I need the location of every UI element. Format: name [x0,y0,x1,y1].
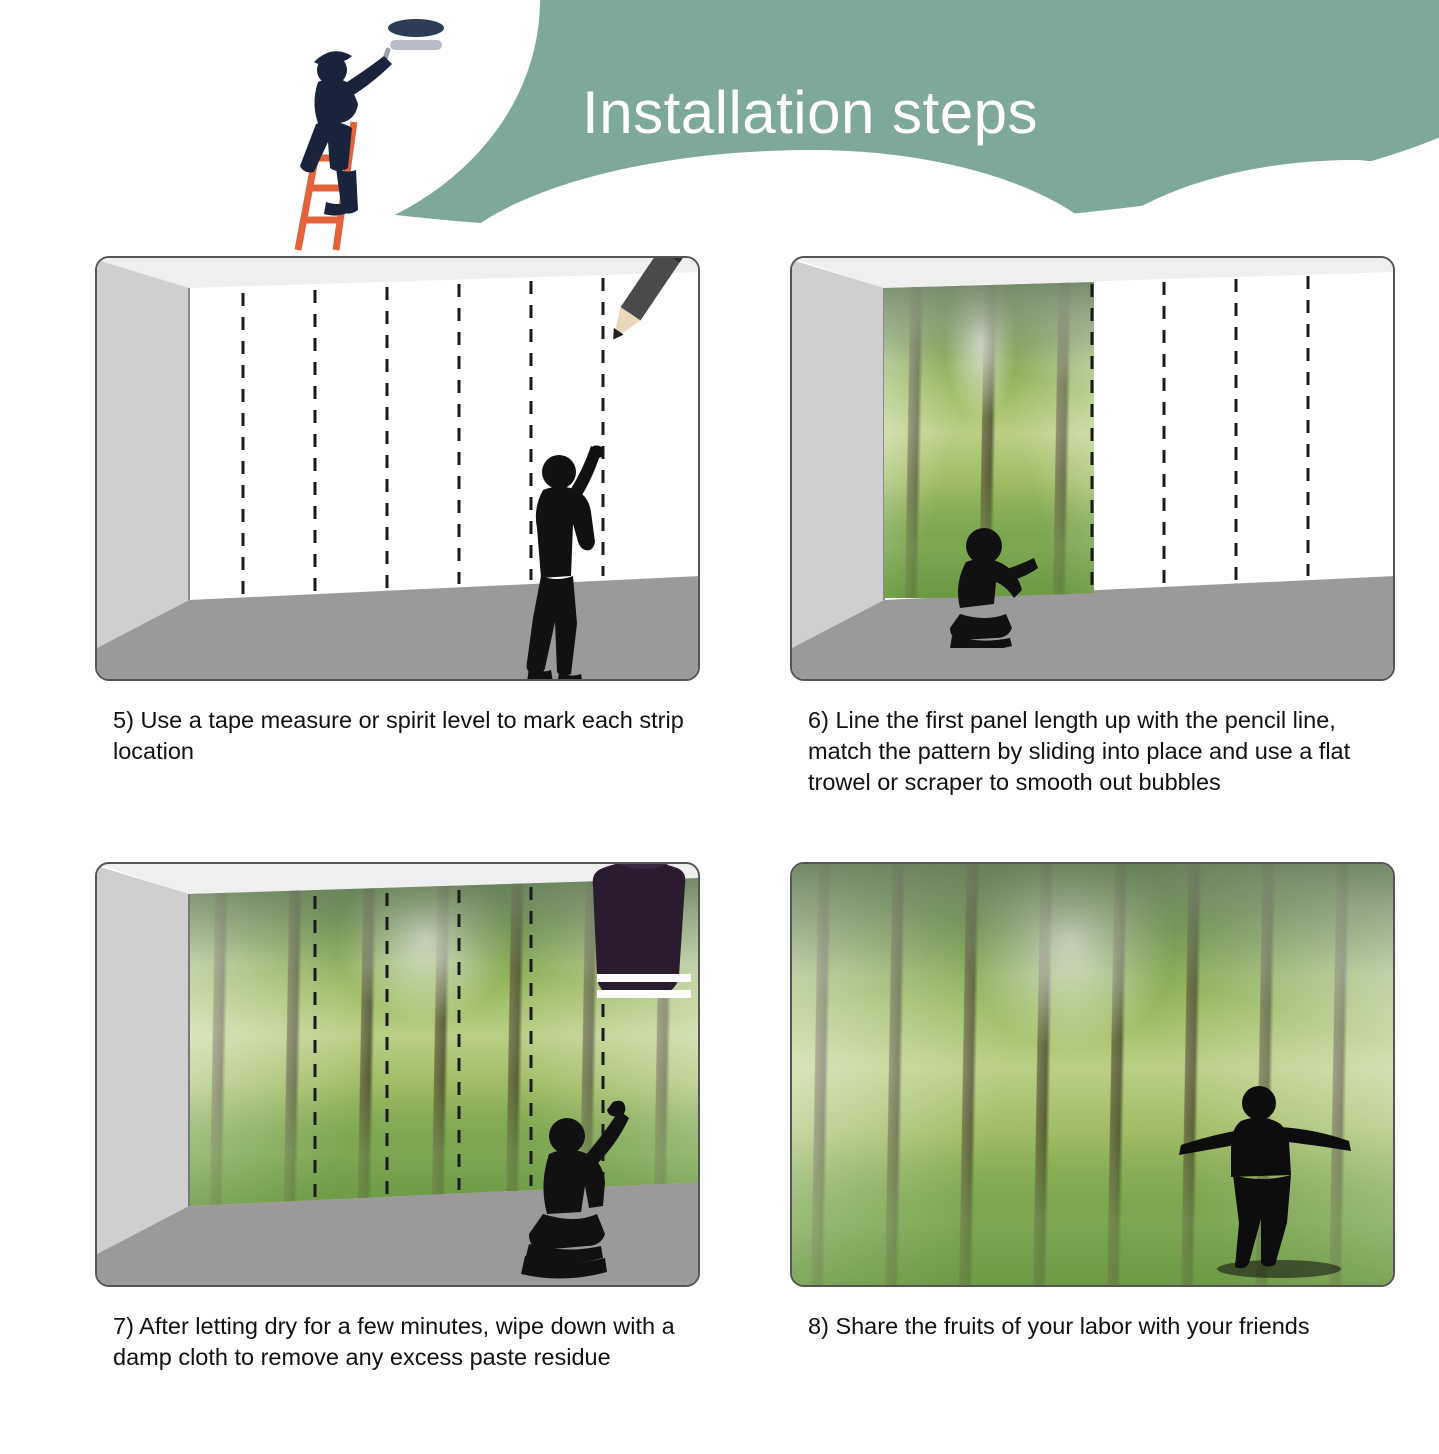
step-6-text: Line the first panel length up with the pencil line, match the pattern by sliding into place and use a flat trowel or scraper to smooth out bubbles [808,707,1351,796]
step-7-caption [95,1311,705,1373]
painter-on-ladder-icon [270,10,470,255]
room-diagram [97,864,698,1285]
person-silhouette-icon [507,436,637,681]
crouching-person-silhouette-icon [942,518,1062,648]
guide-lines [792,258,1395,681]
step-6-number: 6) [808,707,829,733]
step-6-illustration [790,256,1395,681]
room-diagram [792,258,1393,679]
person-arms-open-silhouette-icon [1167,1069,1387,1287]
step-5-illustration [95,256,700,681]
cloth-icon [589,862,699,1016]
crouching-person-silhouette-icon [507,1094,647,1284]
step-8-text: Share the fruits of your labor with your friends [835,1313,1310,1339]
step-5-number: 5) [113,707,134,733]
step-5-text: Use a tape measure or spirit level to mark each strip location [113,707,684,765]
step-8-caption [790,1311,1400,1342]
step-8-number: 8) [808,1313,829,1339]
step-7-panel [95,862,705,1373]
room-diagram [97,258,698,679]
step-5-panel [95,256,705,767]
step-6-panel [790,256,1400,798]
step-8-illustration [790,862,1395,1287]
pencil-icon [577,256,700,360]
step-8-panel [790,862,1400,1342]
step-7-number: 7) [113,1313,134,1339]
step-7-illustration [95,862,700,1287]
step-6-caption [790,705,1400,798]
header-banner [0,0,1439,262]
step-5-caption [95,705,705,767]
step-7-text: After letting dry for a few minutes, wipe down with a damp cloth to remove any excess paste residue [113,1313,675,1371]
page-title: Installation steps [582,79,1038,146]
